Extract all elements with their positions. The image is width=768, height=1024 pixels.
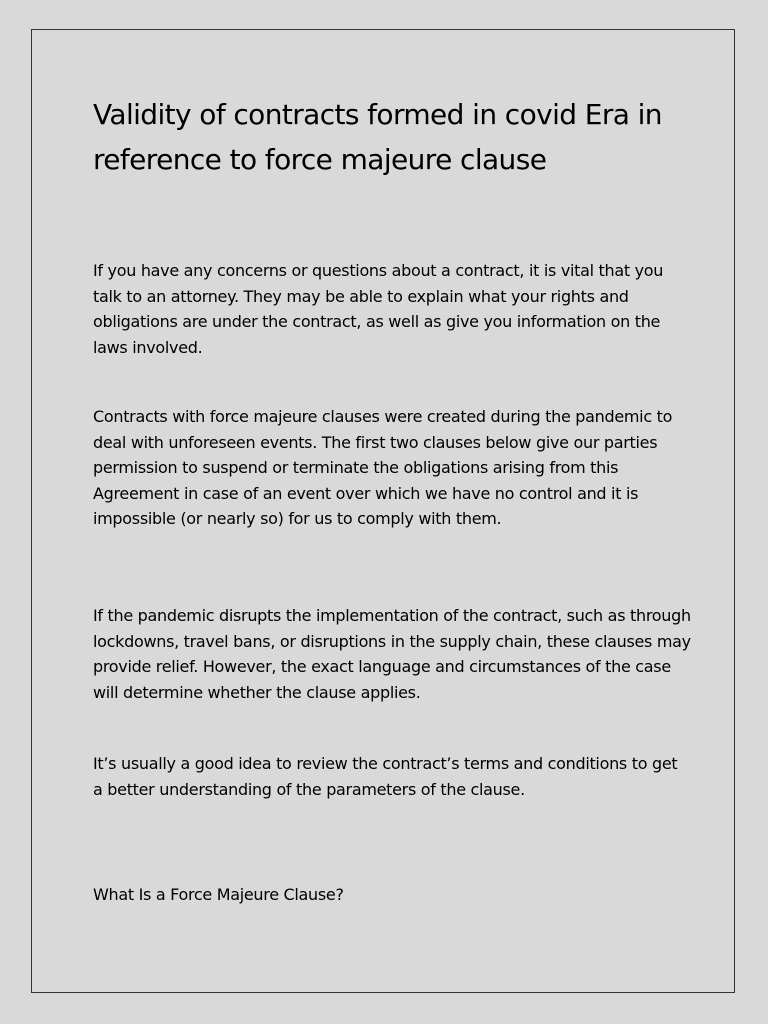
document-title: Validity of contracts formed in covid Era in reference to force majeure clause [93, 98, 662, 176]
document-page [31, 29, 735, 993]
paragraph-pandemic-disruption: If the pandemic disrupts the implementation of the contract, such as through lockdowns, travel bans, or disruptions in the supply chain, these clauses may provide relief. However, the exact language and circumstances of the case will determine whether the clause applies. [93, 606, 691, 702]
paragraph-attorney-advice: If you have any concerns or questions about a contract, it is vital that you talk to an attorney. They may be able to explain what your rights and obligations are under the contract, as well as give you information on the laws involved. [93, 261, 664, 357]
paragraph-force-majeure-pandemic: Contracts with force majeure clauses were created during the pandemic to deal with unforeseen events. The first two clauses below give our parties permission to suspend or terminate the obligations arising from this Agreement in case of an event over which we have no control and it is impossible (or nearly so) for us to comply with them. [93, 407, 673, 528]
section-subheading: What Is a Force Majeure Clause? [93, 885, 344, 904]
paragraph-review-terms: It’s usually a good idea to review the contract’s terms and conditions to get a better understanding of the parameters of the clause. [93, 754, 678, 799]
